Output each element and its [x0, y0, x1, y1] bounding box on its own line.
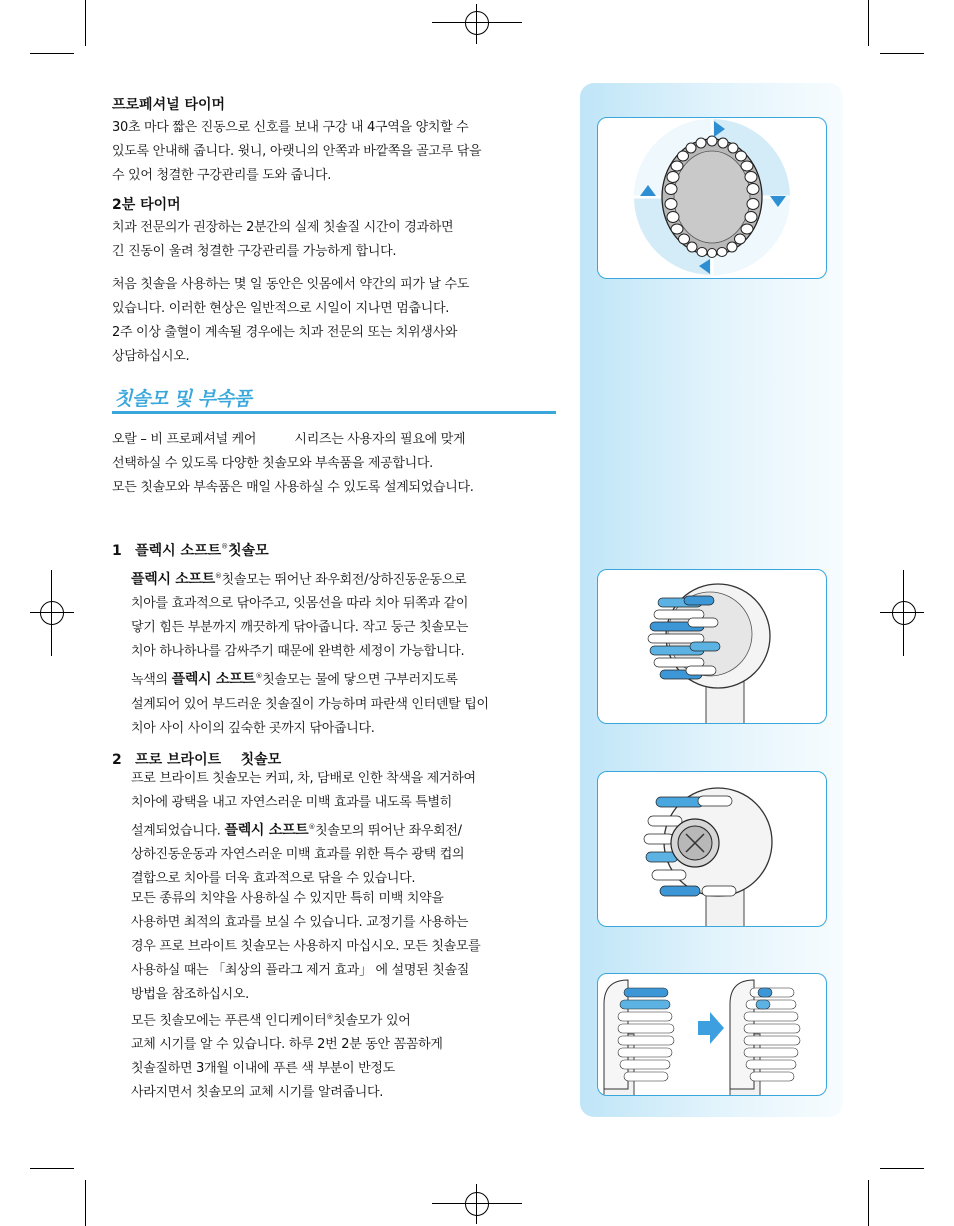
paragraph-text: 칫솔모의 뛰어난 좌우회전/ — [315, 823, 462, 839]
new-brush-head — [604, 980, 674, 1095]
item2-heading — [112, 749, 281, 769]
paragraph-line: 치아에 광택을 내고 자연스러운 미백 효과를 내도록 특별히 — [131, 795, 453, 810]
section-divider — [112, 411, 556, 414]
paragraph-line: 모든 칫솔모와 부속품은 매일 사용하실 수 있도록 설계되었습니다. — [112, 480, 474, 495]
paragraph-line: 선택하실 수 있도록 다양한 칫솔모와 부속품을 제공합니다. — [112, 456, 434, 471]
crop-mark — [868, 0, 869, 46]
paragraph-text: 모든 칫솔모에는 푸른색 인디케이터 — [131, 1013, 327, 1029]
two-minute-timer-section — [112, 194, 562, 264]
paragraph-line: 방법을 참조하십시오. — [131, 987, 249, 1002]
item1-body — [131, 564, 561, 741]
paragraph-line: 사용하면 최적의 효과를 보실 수 있습니다. 교정기를 사용하는 — [131, 915, 469, 930]
item2-paste-note — [131, 887, 561, 1007]
crop-mark — [880, 53, 924, 54]
registration-mark — [465, 1192, 489, 1216]
paragraph-line: 치과 전문의가 권장하는 2분간의 실제 칫솔질 시간이 경과하면 — [112, 220, 454, 235]
crop-mark — [868, 1180, 869, 1226]
item-number: 1 — [112, 543, 122, 559]
paragraph-line: 사용하실 때는 「최상의 플라그 제거 효과」 에 설명된 칫솔질 — [131, 963, 469, 978]
paragraph-line: 있도록 안내해 줍니다. 윗니, 아랫니의 안쪽과 바깥쪽을 골고루 닦을 — [112, 144, 482, 159]
registered-mark: ® — [214, 572, 222, 580]
paragraph-line: 30초 마다 짧은 진동으로 신호를 보내 구강 내 4구역을 양치할 수 — [112, 120, 469, 135]
item-number: 2 — [112, 752, 122, 768]
paragraph-line: 오랄 – 비 프로페셔널 케어 시리즈는 사용자의 필요에 맞게 — [112, 432, 466, 447]
paragraph-line: 처음 칫솔을 사용하는 몇 일 동안은 잇몸에서 약간의 피가 날 수도 — [112, 277, 470, 292]
arrow-right-icon — [698, 1012, 724, 1044]
bleeding-note — [112, 273, 562, 369]
section-heading: 2분 타이머 — [112, 197, 181, 213]
paragraph-text: 칫솔모는 물에 닿으면 구부러지도록 — [262, 672, 458, 688]
registered-mark: ® — [326, 1013, 334, 1021]
item1-heading — [112, 540, 269, 560]
paragraph-line: 경우 프로 브라이트 칫솔모는 사용하지 마십시오. 모든 칫솔모를 — [131, 939, 481, 954]
paragraph-line: 닿기 힘든 부분까지 깨끗하게 닦아줍니다. 작고 둥근 칫솔모는 — [131, 620, 469, 636]
paragraph-line: 치아 사이 사이의 깊숙한 곳까지 닦아줍니다. — [131, 720, 375, 736]
paragraph-line: 교체 시기를 알 수 있습니다. 하루 2번 2분 동안 꼼꼼하게 — [131, 1037, 443, 1053]
paragraph-line: 수 있어 청결한 구강관리를 도와 줍니다. — [112, 168, 332, 183]
registration-mark — [892, 601, 916, 625]
item-title-suffix: 칫솔모 — [228, 543, 269, 559]
crop-mark — [85, 0, 86, 46]
professional-timer-section — [112, 94, 562, 188]
paragraph-line: 2주 이상 출혈이 계속될 경우에는 치과 전문의 또는 치위생사와 — [112, 325, 458, 340]
paragraph-line: 치아 하나하나를 감싸주기 때문에 완벽한 세정이 가능합니다. — [131, 644, 465, 660]
brand-name: 플렉시 소프트 — [171, 671, 256, 688]
paragraph-line: 치아를 효과적으로 닦아주고, 잇몸선을 따라 치아 뒤쪽과 같이 — [131, 596, 469, 612]
item2-body — [131, 767, 561, 891]
mouth-quadrant-illustration — [597, 117, 827, 279]
section-heading: 프로페셔널 타이머 — [112, 97, 226, 113]
indicator-bristles-illustration — [597, 973, 827, 1096]
paragraph-text: 칫솔모는 뛰어난 좌우회전/상하진동운동으로 — [221, 572, 467, 588]
accessories-title: 칫솔모 및 부속품 — [114, 388, 252, 410]
worn-brush-head — [730, 980, 800, 1095]
registration-mark — [40, 601, 64, 625]
paragraph-line: 모든 종류의 치약을 사용하실 수 있지만 특히 미백 치약을 — [131, 891, 444, 906]
crop-mark — [30, 1168, 74, 1169]
paragraph-text: 설계되었습니다. — [131, 823, 225, 839]
item2-indicator-note — [131, 1005, 561, 1105]
crop-mark — [30, 53, 74, 54]
paragraph-line: 칫솔질하면 3개월 이내에 푸른 색 부분이 반정도 — [131, 1061, 395, 1077]
registered-mark: ® — [221, 542, 229, 551]
pro-bright-brush-illustration — [597, 771, 827, 927]
registered-mark: ® — [308, 823, 316, 831]
paragraph-line: 있습니다. 이러한 현상은 일반적으로 시일이 지나면 멈춥니다. — [112, 301, 450, 316]
paragraph-line: 상담하십시오. — [112, 349, 190, 364]
crop-mark — [85, 1180, 86, 1226]
paragraph-line: 사라지면서 칫솔모의 교체 시기를 알려줍니다. — [131, 1085, 384, 1101]
paragraph-line: 상하진동운동과 자연스러운 미백 효과를 위한 특수 광택 컵의 — [131, 847, 465, 863]
flexi-soft-brush-illustration — [597, 569, 827, 724]
registered-mark: ® — [255, 672, 263, 681]
paragraph-line: 프로 브라이트 칫솔모는 커피, 차, 담배로 인한 착색을 제거하여 — [131, 771, 476, 786]
crop-mark — [880, 1168, 924, 1169]
paragraph-text: 칫솔모가 있어 — [333, 1013, 411, 1029]
paragraph-line: 설계되어 있어 부드러운 칫솔질이 가능하며 파란색 인터덴탈 팁이 — [131, 696, 489, 712]
paragraph-text: 녹색의 — [131, 672, 172, 688]
item-title: 프로 브라이트 칫솔모 — [135, 752, 282, 768]
brand-name: 플렉시 소프트 — [224, 822, 309, 839]
item-title: 플렉시 소프트 — [135, 543, 222, 559]
registration-mark — [465, 11, 489, 35]
paragraph-line: 긴 진동이 울려 청결한 구강관리를 가능하게 합니다. — [112, 244, 397, 259]
brand-name: 플렉시 소프트 — [131, 571, 215, 588]
paragraph-line: 결합으로 치아를 더욱 효과적으로 닦을 수 있습니다. — [131, 871, 416, 887]
accessories-intro — [112, 428, 562, 500]
